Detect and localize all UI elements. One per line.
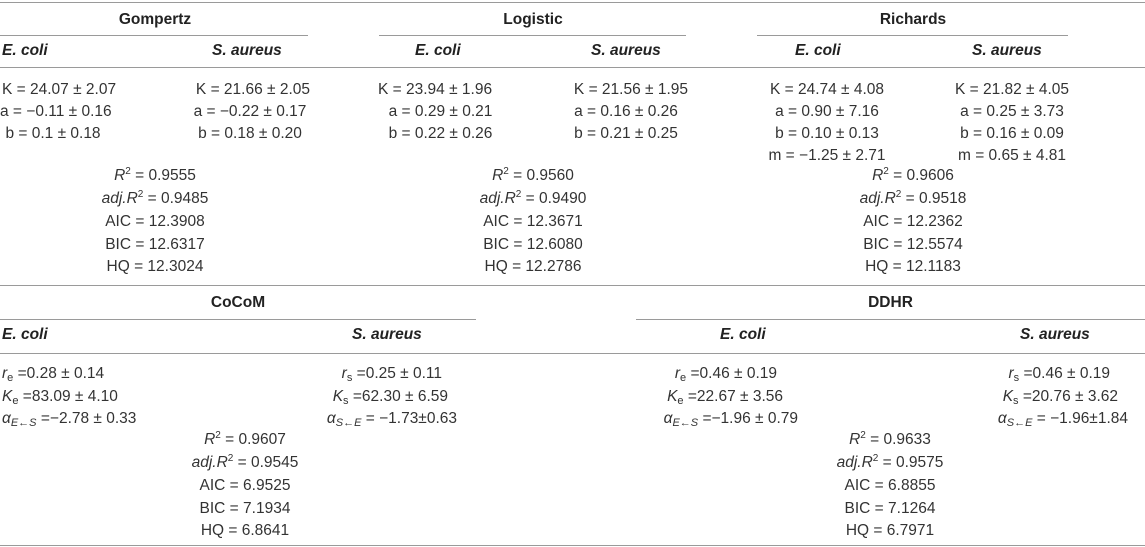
richards-title: Richards xyxy=(879,11,947,28)
logistic-bic: BIC = 12.6080 xyxy=(483,236,583,253)
logistic-r2: $R^2 = 0.9560$ xyxy=(492,166,574,184)
ddhr-ecoli-alpha: $\alpha_{E\leftarrow S} =-1.96 \pm 0.79$ xyxy=(663,410,798,429)
gompertz-r2: $R^2 = 0.9555$ xyxy=(114,166,196,184)
gompertz-ecoli-k: K = 24.07 ± 2.07 xyxy=(2,81,117,98)
cocom-saureus-header: S. aureus xyxy=(352,326,422,343)
richards-ecoli-a: a = 0.90 ± 7.16 xyxy=(775,103,879,120)
gompertz-ecoli-b: b = 0.1 ± 0.18 xyxy=(5,125,101,142)
richards-rule xyxy=(757,35,1068,36)
cocom-aic: AIC = 6.9525 xyxy=(199,477,291,494)
cocom-title: CoCoM xyxy=(210,294,266,311)
ddhr-rule xyxy=(636,319,1145,320)
cocom-ecoli-re: $r_e =0.28 \pm 0.14$ xyxy=(2,365,105,384)
logistic-saureus-k: K = 21.56 ± 1.95 xyxy=(573,81,688,98)
gompertz-saureus-header: S. aureus xyxy=(212,42,282,59)
ddhr-saureus-header: S. aureus xyxy=(1020,326,1090,343)
gompertz-saureus-b: b = 0.18 ± 0.20 xyxy=(198,125,302,142)
richards-r2: $R^2 = 0.9606$ xyxy=(872,166,954,184)
gompertz-rule xyxy=(0,35,308,36)
gompertz-ecoli-header: E. coli xyxy=(2,42,48,59)
gompertz-title: Gompertz xyxy=(118,11,192,28)
ddhr-saureus-ks: $K_s =20.76 \pm 3.62$ xyxy=(1002,388,1118,407)
cocom-ecoli-header: E. coli xyxy=(2,326,48,343)
richards-saureus-m: m = 0.65 ± 4.81 xyxy=(957,147,1067,164)
header-bottom-rule xyxy=(0,67,1145,68)
richards-aic: AIC = 12.2362 xyxy=(863,213,963,230)
cocom-saureus-rs: $r_s =0.25 \pm 0.11$ xyxy=(341,365,442,384)
richards-ecoli-k: K = 24.74 ± 4.08 xyxy=(769,81,885,98)
logistic-ecoli-a: a = 0.29 ± 0.21 xyxy=(388,103,493,120)
ddhr-adjr2: $adj.R^2 = 0.9575$ xyxy=(836,453,944,471)
bottom-rule xyxy=(0,545,1145,546)
ddhr-aic: AIC = 6.8855 xyxy=(844,477,936,494)
richards-ecoli-b: b = 0.10 ± 0.13 xyxy=(775,125,879,142)
richards-saureus-a: a = 0.25 ± 3.73 xyxy=(960,103,1064,120)
gompertz-hq: HQ = 12.3024 xyxy=(106,258,204,275)
cocom-bic: BIC = 7.1934 xyxy=(199,500,291,517)
logistic-adjr2: $adj.R^2 = 0.9490$ xyxy=(479,189,587,207)
richards-saureus-b: b = 0.16 ± 0.09 xyxy=(960,125,1064,142)
gompertz-bic: BIC = 12.6317 xyxy=(105,236,205,253)
cocom-rule xyxy=(0,319,476,320)
ddhr-saureus-rs: $r_s =0.46 \pm 0.19$ xyxy=(1008,365,1110,384)
cocom-hq: HQ = 6.8641 xyxy=(200,522,290,539)
ddhr-ecoli-re: $r_e =0.46 \pm 0.19$ xyxy=(674,365,777,384)
richards-ecoli-header: E. coli xyxy=(795,42,841,59)
richards-bic: BIC = 12.5574 xyxy=(863,236,963,253)
richards-adjr2: $adj.R^2 = 0.9518$ xyxy=(859,189,967,207)
gompertz-saureus-k: K = 21.66 ± 2.05 xyxy=(195,81,310,98)
top-rule xyxy=(0,2,1145,3)
gompertz-saureus-a: a = −0.22 ± 0.17 xyxy=(193,103,307,120)
cocom-adjr2: $adj.R^2 = 0.9545$ xyxy=(191,453,299,471)
logistic-rule xyxy=(379,35,686,36)
gompertz-ecoli-a: a = −0.11 ± 0.16 xyxy=(0,103,112,120)
gompertz-aic: AIC = 12.3908 xyxy=(105,213,205,230)
richards-ecoli-m: m = −1.25 ± 2.71 xyxy=(768,147,886,164)
ddhr-r2: $R^2 = 0.9633$ xyxy=(849,430,931,448)
cocom-saureus-ks: $K_s =62.30 \pm 6.59$ xyxy=(332,388,448,407)
logistic-ecoli-k: K = 23.94 ± 1.96 xyxy=(378,81,493,98)
logistic-aic: AIC = 12.3671 xyxy=(483,213,583,230)
ddhr-saureus-alpha: $\alpha_{S\leftarrow E} = -1.96\pm 1.84$ xyxy=(997,410,1128,429)
gompertz-adjr2: $adj.R^2 = 0.9485$ xyxy=(101,189,209,207)
logistic-ecoli-b: b = 0.22 ± 0.26 xyxy=(388,125,493,142)
logistic-ecoli-header: E. coli xyxy=(415,42,461,59)
logistic-saureus-header: S. aureus xyxy=(591,42,661,59)
logistic-saureus-a: a = 0.16 ± 0.26 xyxy=(574,103,678,120)
middle-rule xyxy=(0,285,1145,286)
richards-hq: HQ = 12.1183 xyxy=(865,258,961,275)
richards-saureus-k: K = 21.82 ± 4.05 xyxy=(954,81,1070,98)
cocom-ecoli-alpha: $\alpha_{E\leftarrow S} =-2.78 \pm 0.33$ xyxy=(2,410,137,429)
logistic-title: Logistic xyxy=(503,11,563,28)
ddhr-ecoli-ke: $K_e =22.67 \pm 3.56$ xyxy=(667,388,783,407)
cocom-saureus-alpha: $\alpha_{S\leftarrow E} = -1.73\pm 0.63$ xyxy=(326,410,457,429)
cocom-r2: $R^2 = 0.9607$ xyxy=(204,430,286,448)
logistic-saureus-b: b = 0.21 ± 0.25 xyxy=(574,125,678,142)
richards-saureus-header: S. aureus xyxy=(972,42,1042,59)
cocom-ecoli-ke: $K_e =83.09 \pm 4.10$ xyxy=(2,388,118,407)
ddhr-hq: HQ = 6.7971 xyxy=(845,522,935,539)
logistic-hq: HQ = 12.2786 xyxy=(484,258,582,275)
ddhr-ecoli-header: E. coli xyxy=(720,326,766,343)
ddhr-bic: BIC = 7.1264 xyxy=(844,500,936,517)
bottom-header-rule xyxy=(0,353,1145,354)
ddhr-title: DDHR xyxy=(868,294,913,311)
